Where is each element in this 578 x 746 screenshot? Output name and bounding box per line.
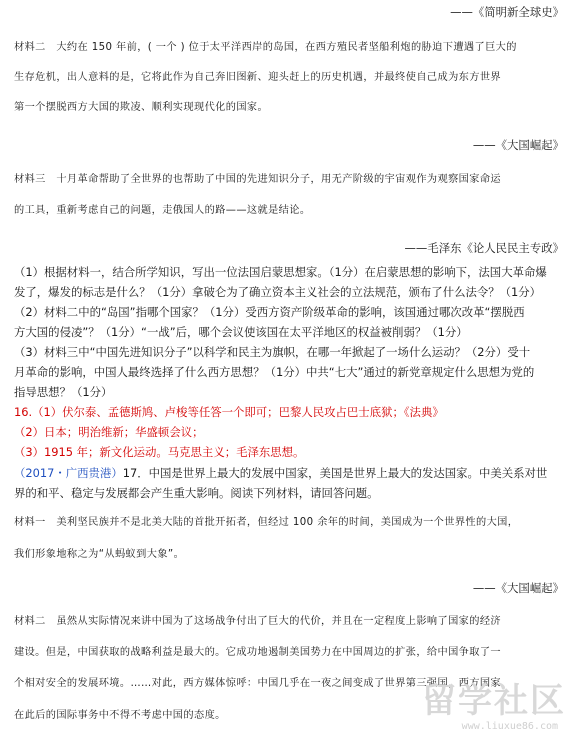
material-3-line-1: 材料三 十月革命帮助了全世界的也帮助了中国的先进知识分子，用无产阶级的宇宙观作为观察国家命运 bbox=[14, 174, 502, 185]
answer-16-part-3: （3）1915 年；新文化运动。马克思主义；毛泽东思想。 bbox=[14, 445, 305, 459]
material-2-line-1: 材料二 大约在 150 年前，( 一个 ) 位于太平洋西岸的岛国，在西方殖民者坚船利炮的胁迫下遭遇了巨大的 bbox=[14, 42, 517, 53]
source-citation-1: ——《简明新全球史》 bbox=[450, 5, 564, 19]
question-1-line-1: （1）根据材料一，结合所学知识，写出一位法国启蒙思想家。（1分）在启蒙思想的影响下，法国大革命爆 bbox=[14, 265, 547, 279]
question-17-line-1 bbox=[14, 465, 547, 481]
source-citation-4: ——《大国崛起》 bbox=[472, 581, 564, 595]
source-citation-3: ——毛泽东《论人民民主专政》 bbox=[404, 241, 564, 255]
question-3-line-3: 指导思想？（1分） bbox=[14, 385, 113, 399]
material-b2-line-1: 材料二 虽然从实际情况来讲中国为了这场战争付出了巨大的代价，并且在一定程度上影响了国家的经济 bbox=[14, 616, 502, 627]
question-3-line-2: 月革命的影响，中国人最终选择了什么西方思想？（1分）中共“七大”通过的新党章规定什么思想为党的 bbox=[14, 365, 535, 379]
material-2-line-3: 第一个摆脱西方大国的欺凌、顺利实现现代化的国家。 bbox=[14, 102, 269, 113]
question-3-line-1: （3）材料三中“中国先进知识分子”以科学和民主为旗帜，在哪一年掀起了一场什么运动？（2分）受十 bbox=[14, 345, 531, 359]
watermark-url: www.liuxue86.com bbox=[461, 721, 558, 732]
question-2-line-2: 方大国的侵凌”？（1分）“一战”后，哪个会议使该国在太平洋地区的权益被削弱？（1分） bbox=[14, 325, 468, 339]
material-3-line-2: 的工具，重新考虑自己的问题，走俄国人的路——这就是结论。 bbox=[14, 205, 311, 216]
watermark-text: 留学社区 bbox=[422, 681, 566, 721]
material-b2-line-3: 个相对安全的发展环境。……对此，西方媒体惊呼：中国几乎在一夜之间变成了世界第三强国，西方国家 bbox=[14, 678, 502, 689]
answer-16-part-1: 16.（1）伏尔泰、孟德斯鸠、卢梭等任答一个即可；巴黎人民攻占巴士底狱；《法典》 bbox=[14, 405, 444, 419]
material-b1-line-2: 我们形象地称之为“从蚂蚁到大象”。 bbox=[14, 549, 185, 560]
question-17-line-2: 界的和平、稳定与发展都会产生重大影响。阅读下列材料，请回答问题。 bbox=[14, 486, 379, 500]
material-2-line-2: 生存危机，出人意料的是，它将此作为自己奔旧图新、迎头赶上的历史机遇，并最终使自己成为东方世界 bbox=[14, 72, 502, 83]
material-b1-line-1: 材料一 美利坚民族并不是北美大陆的首批开拓者，但经过 100 余年的时间，美国成为一个世界性的大国， bbox=[14, 517, 519, 528]
material-b2-line-2: 建设。但是，中国获取的战略利益是最大的。它成功地遏制美国势力在中国周边的扩张，给中国争取了一 bbox=[14, 647, 502, 658]
question-2-line-1: （2）材料二中的“岛国”指哪个国家？（1分）受西方资产阶级革命的影响，该国通过哪次改革“摆脱西 bbox=[14, 305, 525, 319]
material-b2-line-4: 在此后的国际事务中不得不考虑中国的态度。 bbox=[14, 710, 226, 721]
answer-16-part-2: （2）日本；明治维新；华盛顿会议； bbox=[14, 425, 204, 439]
watermark-logo bbox=[422, 678, 572, 740]
question-1-line-2: 发了，爆发的标志是什么？（1分）拿破仑为了确立资本主义社会的立法规范，颁布了什么法令？（1分） bbox=[14, 285, 542, 299]
question-17-source-tag: （2017・广西贵港） bbox=[14, 466, 123, 480]
source-citation-2: ——《大国崛起》 bbox=[472, 138, 564, 152]
question-17-stem: 17．中国是世界上最大的发展中国家，美国是世界上最大的发达国家。中美关系对世 bbox=[122, 466, 548, 480]
